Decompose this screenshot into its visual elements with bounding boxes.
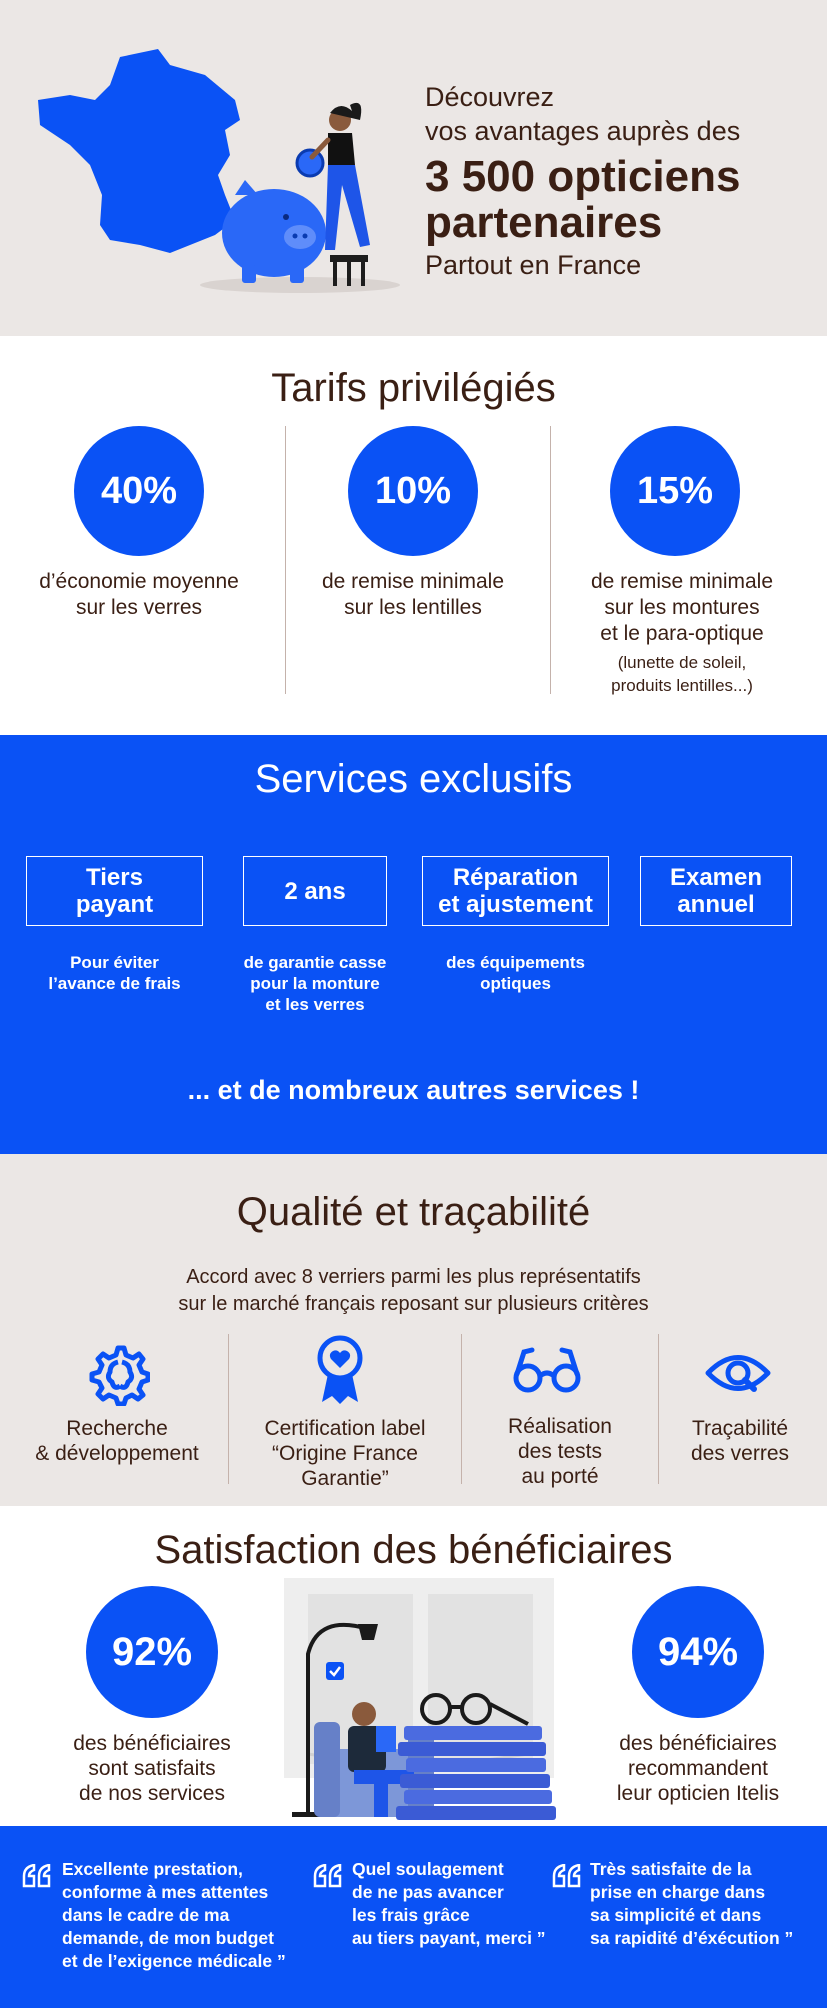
divider [285,426,286,694]
testimonial-line: et de l’exigence médicale ” [62,1951,286,1971]
service-desc-garantie [225,952,405,1015]
qualite-label-line: Certification label [264,1417,426,1440]
satisfaction-desc-left [32,1731,272,1806]
qualite-label-1 [6,1416,228,1466]
testimonial-line: sa rapidité d’éxécution ” [590,1928,794,1948]
satisfaction-percent-left: 92% [86,1586,218,1718]
tarif-desc-2-line-2: sur les lentilles [344,596,482,619]
tarif-note-line-2: produits lentilles...) [611,676,753,695]
satisfaction-desc-line: des bénéficiaires [619,1732,777,1755]
service-desc-tiers-payant [26,952,203,994]
service-box-examen [640,856,792,926]
qualite-label-line: des tests [517,1440,603,1463]
tarif-percent-1: 40% [74,426,204,556]
tarif-percent-2: 10% [348,426,478,556]
satisfaction-section [0,1506,827,1826]
testimonial-line: prise en charge dans [590,1882,766,1902]
qualite-label-line: “Origine France [272,1442,418,1465]
glasses-icon [512,1346,582,1396]
award-badge-icon [312,1332,368,1406]
testimonial-line: Très satisfaite de la [590,1859,752,1879]
service-desc-line: Pour éviter [70,953,159,972]
testimonial-line: Excellente prestation, [62,1859,243,1879]
divider [228,1334,229,1484]
satisfaction-desc-right [578,1731,818,1806]
services-more: ... et de nombreux autres services ! [187,1075,640,1105]
hero-section [0,0,827,336]
hero-headline-1: 3 500 opticiens [425,152,741,201]
testimonial-line: demande, de mon budget [62,1928,274,1948]
gear-brain-icon [86,1342,150,1406]
testimonial-line: au tiers payant, merci ” [352,1928,546,1948]
qualite-label-4 [660,1416,820,1466]
quote-icon [552,1864,582,1888]
services-title: Services exclusifs [254,757,573,801]
qualite-intro [0,1264,827,1318]
tarifs-section [0,336,827,735]
divider [658,1334,659,1484]
service-desc-line: des équipements [446,953,585,972]
tarif-desc-3-line-1: de remise minimale [590,570,774,593]
hero-headline-2: partenaires [425,198,663,247]
testimonial-line: les frais grâce [352,1905,470,1925]
qualite-label-line: Recherche [66,1417,168,1440]
qualite-label-line: Garantie” [301,1467,389,1490]
tarif-note-line-1: (lunette de soleil, [617,653,747,672]
tarifs-title: Tarifs privilégiés [271,366,556,410]
satisfaction-desc-line: leur opticien Itelis [616,1782,780,1805]
service-box-line: Examen [669,864,763,891]
france-piggy-bank-illustration [30,45,420,305]
service-desc-line: optiques [480,974,551,993]
tarif-desc-1 [9,569,269,621]
france-map-shape [38,49,240,253]
tarif-percent-3: 15% [610,426,740,556]
service-box-line: 2 ans [284,877,346,905]
qualite-label-line: au porté [521,1465,599,1488]
tarif-desc-1-line-1: d’économie moyenne [39,570,239,593]
satisfaction-desc-line: sont satisfaits [88,1757,216,1780]
reader-books-illustration [278,1574,560,1826]
tarif-desc-3 [552,569,812,697]
tarif-desc-2-line-1: de remise minimale [321,570,505,593]
tarif-desc-3-line-2: sur les montures [604,596,760,619]
testimonial-1 [62,1858,286,1973]
testimonial-line: sa simplicité et dans [590,1905,762,1925]
tarif-desc-3-line-3: et le para-optique [600,622,764,645]
qualite-label-line: Réalisation [508,1415,612,1438]
hero-line-1: Découvrez [425,82,555,112]
tarif-desc-1-line-2: sur les verres [75,596,203,619]
qualite-label-2 [232,1416,458,1491]
qualite-label-line: des verres [690,1442,790,1465]
eye-icon [704,1350,772,1396]
testimonial-line: dans le cadre de ma [62,1905,230,1925]
service-box-line: Tiers [86,864,143,891]
hero-line-5: Partout en France [425,250,642,280]
hero-line-2: vos avantages auprès des [425,116,741,146]
service-box-line: et ajustement [438,891,593,918]
service-box-line: payant [75,891,154,918]
service-desc-line: et les verres [265,995,365,1014]
service-desc-reparation [422,952,609,994]
hero-text-block [425,80,815,282]
quote-icon [313,1864,343,1888]
testimonial-line: de ne pas avancer [352,1882,504,1902]
qualite-intro-line-1: Accord avec 8 verriers parmi les plus représentatifs [186,1266,641,1288]
testimonials-section [0,1826,827,2008]
quote-icon [22,1864,52,1888]
qualite-label-line: & développement [35,1442,199,1465]
service-box-tiers-payant [26,856,203,926]
service-desc-line: pour la monture [250,974,380,993]
tarif-desc-2 [283,569,543,621]
qualite-label-3 [462,1414,658,1489]
divider [550,426,551,694]
service-desc-line: de garantie casse [243,953,387,972]
satisfaction-title: Satisfaction des bénéficiaires [154,1528,673,1572]
satisfaction-desc-line: recommandent [627,1757,769,1780]
qualite-title: Qualité et traçabilité [236,1190,591,1234]
testimonial-line: Quel soulagement [352,1859,504,1879]
testimonial-2 [352,1858,546,1950]
satisfaction-desc-line: des bénéficiaires [73,1732,231,1755]
satisfaction-percent-right: 94% [632,1586,764,1718]
services-section [0,735,827,1154]
qualite-intro-line-2: sur le marché français reposant sur plusieurs critères [178,1293,649,1315]
service-box-line: annuel [677,891,755,918]
service-box-garantie [243,856,387,926]
service-desc-line: l’avance de frais [48,974,181,993]
satisfaction-desc-line: de nos services [79,1782,225,1805]
qualite-label-line: Traçabilité [691,1417,789,1440]
tarif-note [552,651,812,697]
service-box-line: Réparation [452,864,579,891]
service-box-reparation [422,856,609,926]
testimonial-line: conforme à mes attentes [62,1882,269,1902]
coin-shape [297,150,323,176]
testimonial-3 [590,1858,793,1950]
qualite-section [0,1154,827,1506]
